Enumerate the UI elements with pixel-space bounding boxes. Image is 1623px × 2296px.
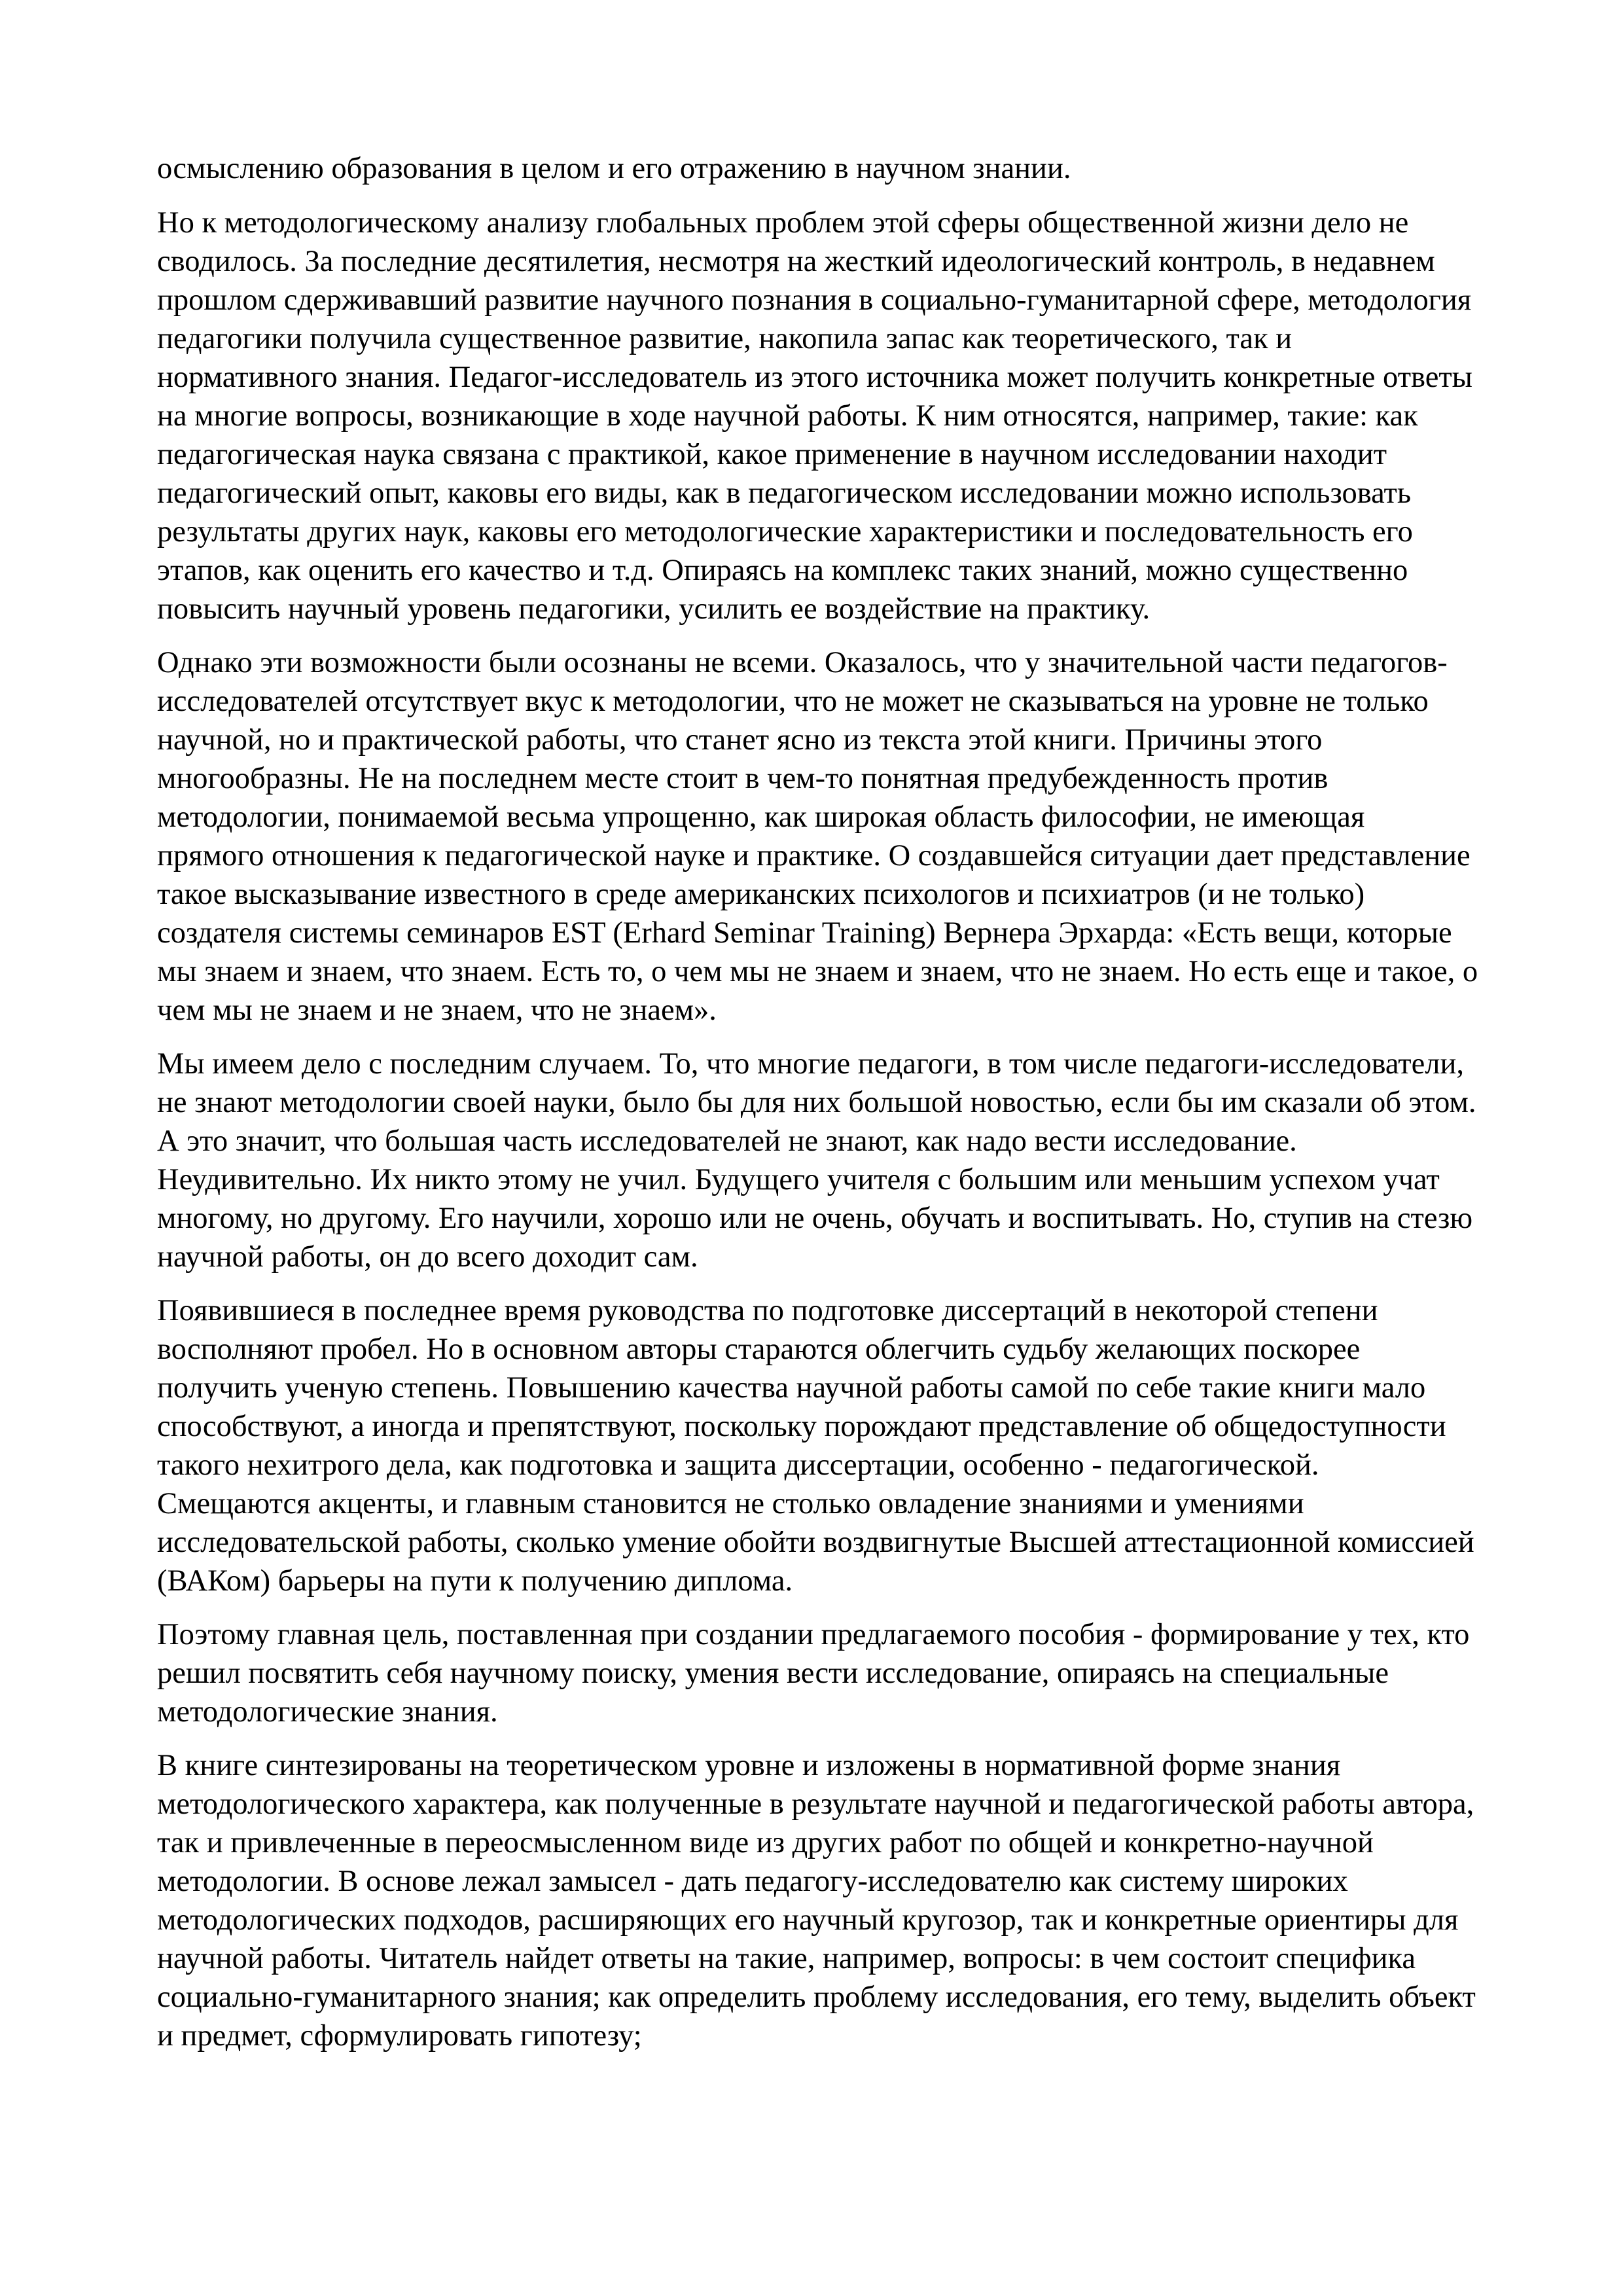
paragraph-7: В книге синтезированы на теоретическом уровне и изложены в нормативной форме знания методологического характера, как полученные в результате научной и педагогической работы автора, так и привлеченные в переосмысленном виде из других работ по общей и конкретно-научной методологии. В основе лежал замысел - дать педагогу-исследователю как систему широких методологических подходов, расширяющих его научный кругозор, так и конкретные ориентиры для научной работы. Читатель найдет ответы на такие, например, вопросы: в чем состоит специфика социально-гуманитарного знания; как определить проблему исследования, его тему, выделить объект и предмет, сформулировать гипотезу; <box>157 1749 1476 2053</box>
paragraph-5: Появившиеся в последнее время руководства по подготовке диссертаций в некоторой степени восполняют пробел. Но в основном авторы стараются облегчить судьбу желающих поскорее получить ученую степень. Повышению качества научной работы самой по себе такие книги мало способствуют, а иногда и препятствуют, поскольку порождают представление об общедоступности такого нехитрого дела, как подготовка и защита диссертации, особенно - педагогической. Смещаются акценты, и главным становится не столько овладение знаниями и умениями исследовательской работы, сколько умение обойти воздвигнутые Высшей аттестационной комиссией (ВАКом) барьеры на пути к получению диплома. <box>157 1294 1474 1598</box>
paragraph-4: Мы имеем дело с последним случаем. То, что многие педагоги, в том числе педагоги-исследователи, не знают методологии своей науки, было бы для них большой новостью, если бы им сказали об этом. А это значит, что большая часть исследователей не знают, как надо вести исследование. Неудивительно. Их никто этому не учил. Будущего учителя с большим или меньшим успехом учат многому, но другому. Его научили, хорошо или не очень, обучать и воспитывать. Но, ступив на стезю научной работы, он до всего доходит сам. <box>157 1047 1476 1274</box>
paragraph-1: осмыслению образования в целом и его отражению в научном знании. <box>157 152 1071 185</box>
paragraph-3: Однако эти возможности были осознаны не всеми. Оказалось, что у значительной части педагогов-исследователей отсутствует вкус к методологии, что не может не сказываться на уровне не только научной, но и практической работы, что станет ясно из текста этой книги. Причины этого многообразны. Не на последнем месте стоит в чем-то понятная предубежденность против методологии, понимаемой весьма упрощенно, как широкая область философии, не имеющая прямого отношения к педагогической науке и практике. О создавшейся ситуации дает представление такое высказывание известного в среде американских психологов и психиатров (и не только) создателя системы семинаров EST (Erhard Seminar Training) Вернера Эрхарда: «Есть вещи, которые мы знаем и знаем, что знаем. Есть то, о чем мы не знаем и знаем, что не знаем. Но есть еще и такое, о чем мы не знаем и не знаем, что не знаем». <box>157 646 1478 1027</box>
document-page <box>157 149 1479 2070</box>
paragraph-2: Но к методологическому анализу глобальных проблем этой сферы общественной жизни дело не сводилось. За последние десятилетия, несмотря на жесткий идеологический контроль, в недавнем прошлом сдерживавший развитие научного познания в социально-гуманитарной сфере, методология педагогики получила существенное развитие, накопила запас как теоретического, так и нормативного знания. Педагог-исследователь из этого источника может получить конкретные ответы на многие вопросы, возникающие в ходе научной работы. К ним относятся, например, такие: как педагогическая наука связана с практикой, какое применение в научном исследовании находит педагогический опыт, каковы его виды, как в педагогическом исследовании можно использовать результаты других наук, каковы его методологические характеристики и последовательность его этапов, как оценить его качество и т.д. Опираясь на комплекс таких знаний, можно существенно повысить научный уровень педагогики, усилить ее воздействие на практику. <box>157 206 1472 626</box>
paragraph-6: Поэтому главная цель, поставленная при создании предлагаемого пособия - формирование у тех, кто решил посвятить себя научному поиску, умения вести исследование, опираясь на специальные методологические знания. <box>157 1618 1470 1729</box>
